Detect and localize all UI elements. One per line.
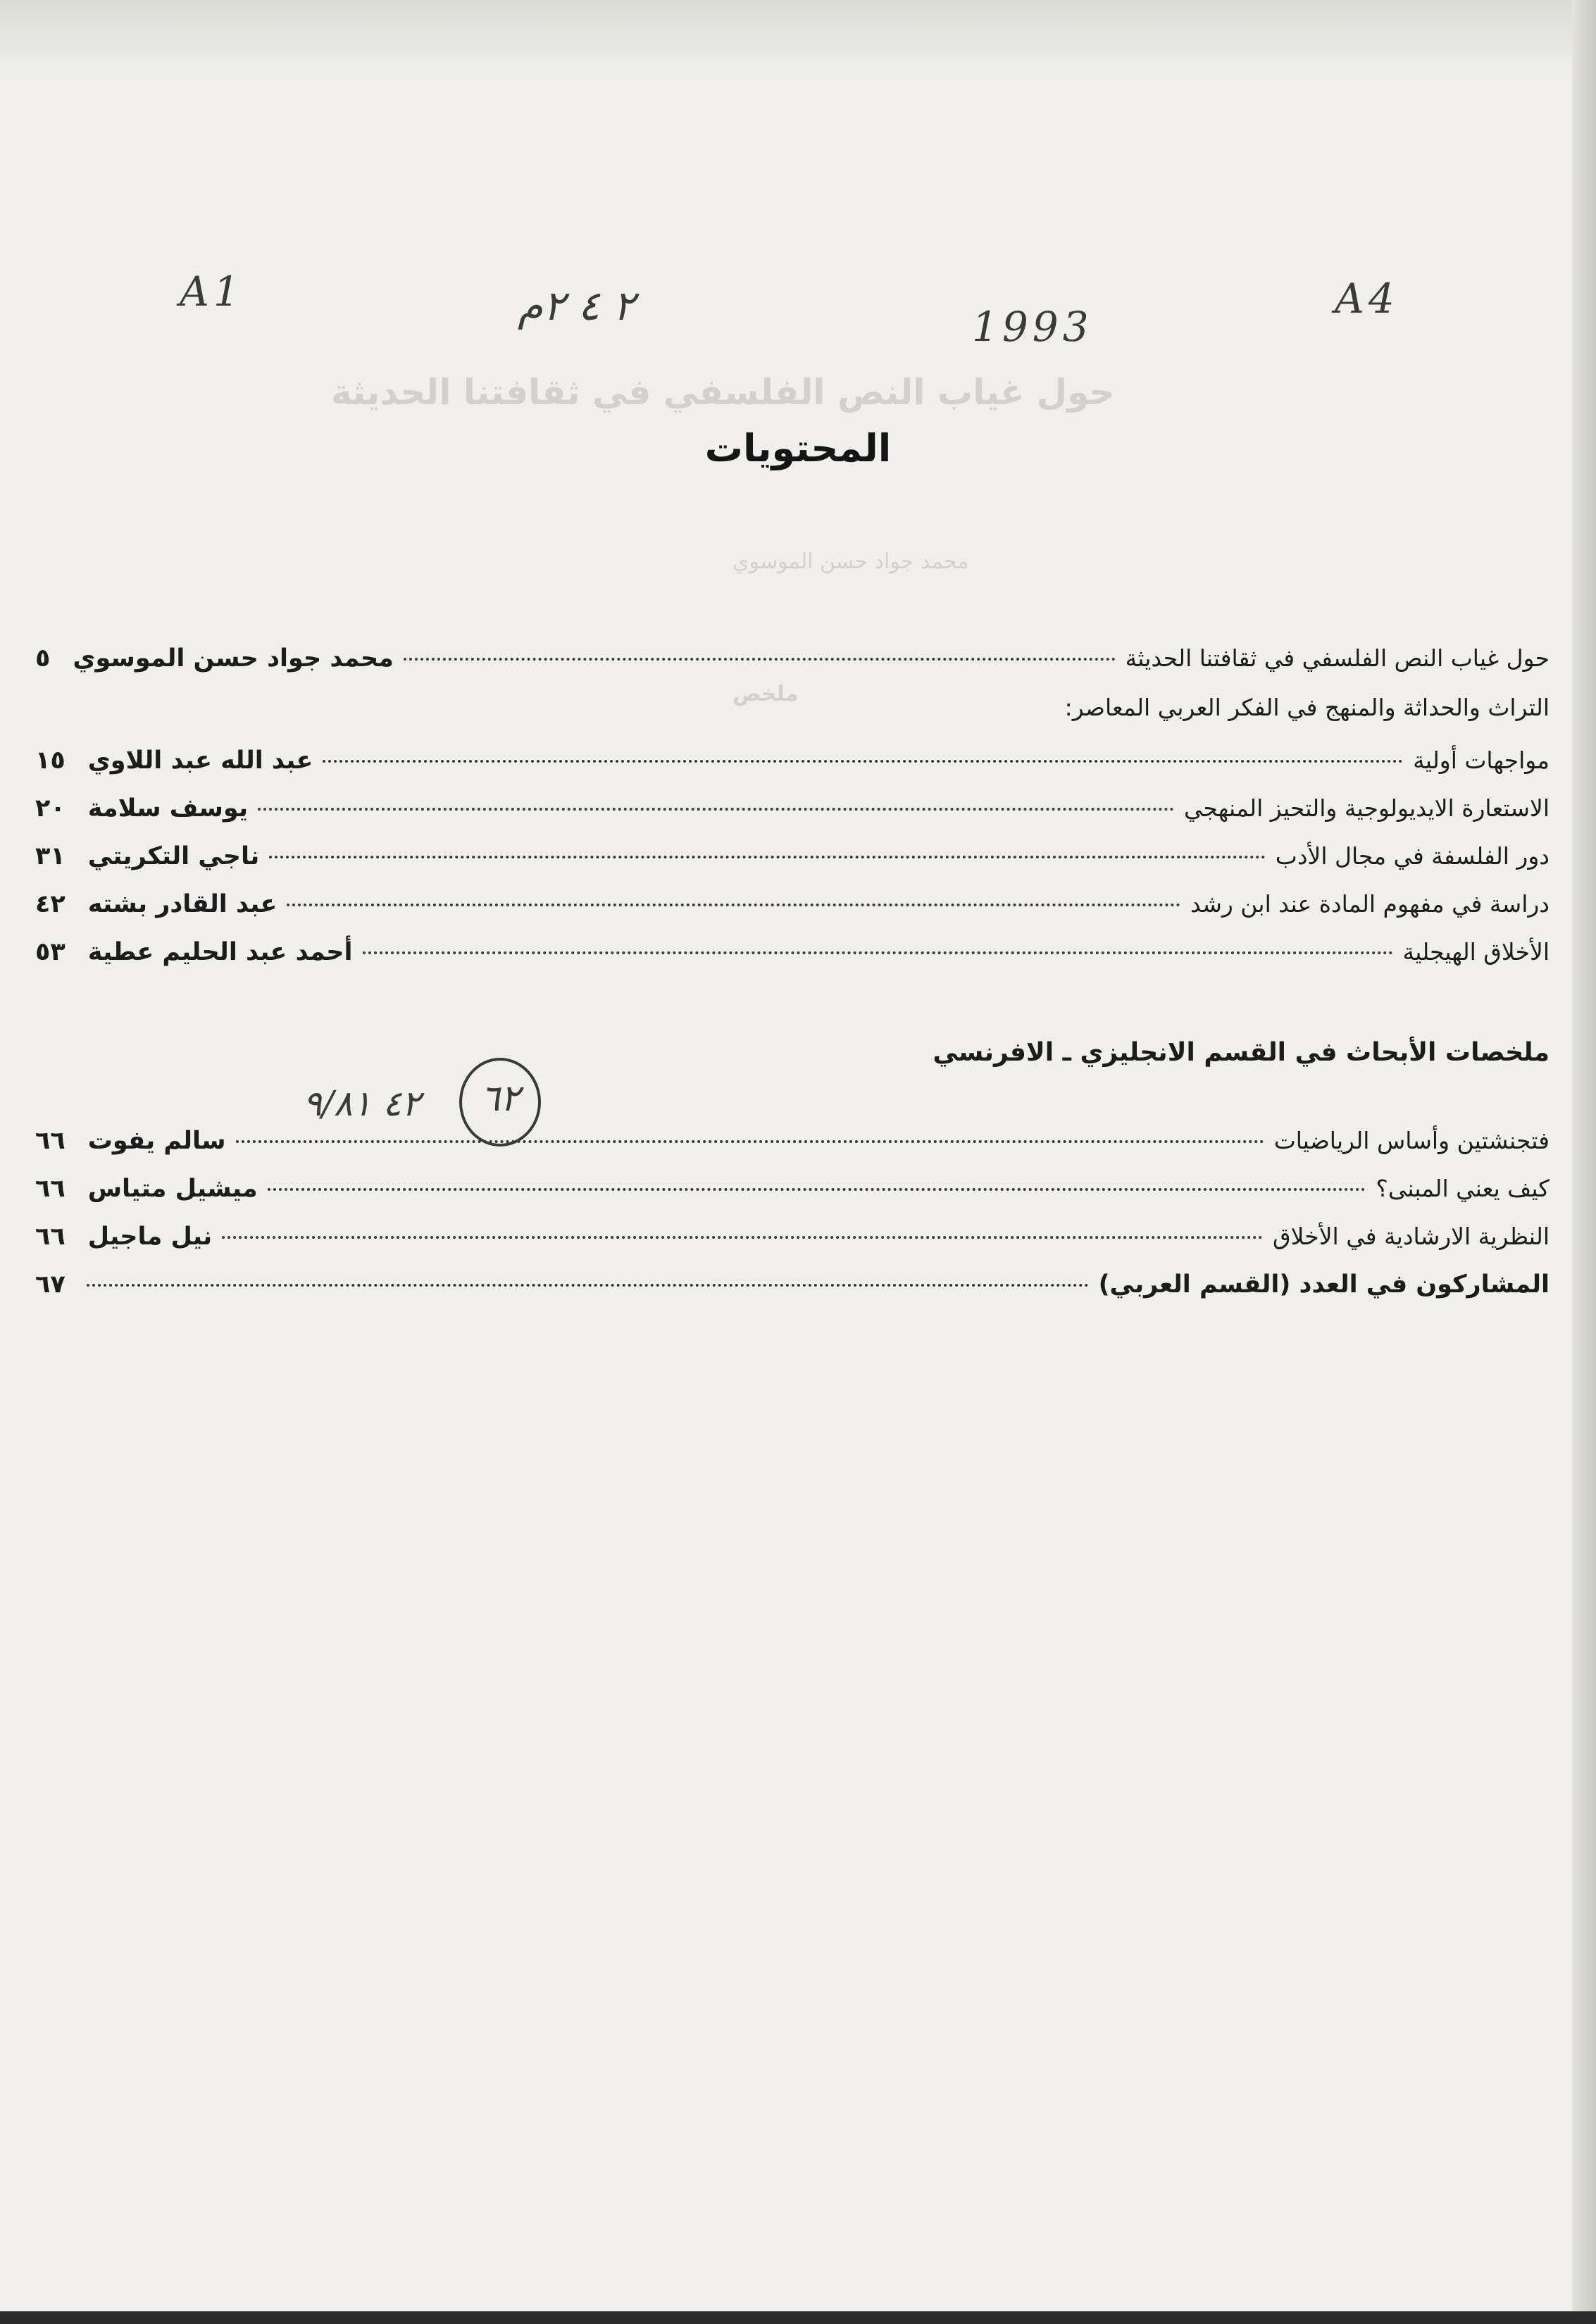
- summary-title: المشاركون في العدد (القسم العربي): [1098, 1270, 1550, 1299]
- toc-section-heading: [35, 694, 1550, 736]
- toc-title: حول غياب النص الفلسفي في ثقافتنا الحديثة: [1125, 644, 1550, 672]
- page-right-edge: [1572, 0, 1596, 2324]
- dot-leader: [323, 759, 1403, 763]
- dot-leader: [363, 951, 1393, 954]
- bleed-through-title: حول غياب النص الفلسفي في ثقافتنا الحديثة: [331, 372, 1115, 413]
- toc-title: الأخلاق الهيجلية: [1402, 938, 1550, 966]
- toc-page-number: ٣١: [35, 842, 66, 870]
- toc-title: دور الفلسفة في مجال الأدب: [1275, 842, 1550, 870]
- page-top-shadow: [0, 0, 1596, 77]
- summary-entry: [35, 1223, 1550, 1265]
- handwritten-circled-number: ٦٢: [480, 1077, 520, 1120]
- toc-title: التراث والحداثة والمنهج في الفكر العربي المعاصر:: [1064, 694, 1550, 721]
- toc-author: محمد جواد حسن الموسوي: [73, 644, 394, 673]
- dot-leader: [258, 807, 1174, 811]
- toc-title: دراسة في مفهوم المادة عند ابن رشد: [1190, 890, 1550, 918]
- toc-entry: [35, 746, 1550, 789]
- handwritten-note-middle: ٢ ٤ ٢م: [518, 282, 635, 330]
- dot-leader: [87, 1283, 1089, 1287]
- summary-entry: [35, 1175, 1550, 1217]
- toc-entry: [35, 938, 1550, 980]
- dot-leader: [269, 855, 1266, 858]
- summary-page-number: ٦٦: [35, 1175, 66, 1203]
- toc-author: يوسف سلامة: [87, 794, 248, 823]
- toc-entry: [35, 890, 1550, 932]
- toc-author: عبد الله عبد اللاوي: [87, 746, 313, 775]
- dot-leader: [236, 1139, 1264, 1143]
- dot-leader: [404, 657, 1116, 661]
- toc-author: عبد القادر بشته: [87, 890, 278, 918]
- summary-author: ميشيل متياس: [87, 1175, 258, 1203]
- toc-author: ناجي التكريتي: [87, 842, 260, 870]
- summary-entry: [35, 1270, 1550, 1313]
- bleed-through-author: محمد جواد حسن الموسوي: [732, 549, 969, 574]
- bleed-through-summary-label: ملخص: [732, 682, 799, 706]
- dot-leader: [268, 1187, 1366, 1191]
- toc-page-number: ٥٣: [35, 938, 66, 966]
- handwritten-year: 1993: [972, 303, 1093, 351]
- page-bottom-edge: [0, 2311, 1596, 2324]
- toc-page-number: ٢٠: [35, 794, 66, 823]
- summaries-section-heading: ملخصات الأبحاث في القسم الانجليزي ـ الافرنسي: [933, 1038, 1550, 1067]
- dot-leader: [222, 1235, 1263, 1239]
- toc-page-number: ٤٢: [35, 890, 66, 918]
- toc-entry: [35, 794, 1550, 837]
- handwritten-note-right: A4: [1335, 275, 1399, 323]
- handwritten-margin-note: ٤٢ ٩/٨١: [303, 1083, 421, 1124]
- summary-entry: [35, 1127, 1550, 1169]
- page-title: المحتويات: [704, 426, 892, 470]
- summary-page-number: ٦٦: [35, 1127, 66, 1155]
- summary-page-number: ٦٦: [35, 1223, 66, 1251]
- toc-page-number: ٥: [35, 644, 51, 673]
- toc-title: الاستعارة الايديولوجية والتحيز المنهجي: [1183, 794, 1550, 822]
- summary-page-number: ٦٧: [35, 1270, 66, 1299]
- toc-page-number: ١٥: [35, 746, 66, 775]
- summary-author: نيل ماجيل: [87, 1223, 213, 1251]
- toc-entry: [35, 644, 1550, 687]
- dot-leader: [287, 903, 1180, 906]
- summary-title: فتجنشتين وأساس الرياضيات: [1273, 1127, 1550, 1154]
- summary-title: النظرية الارشادية في الأخلاق: [1273, 1223, 1550, 1250]
- toc-author: أحمد عبد الحليم عطية: [87, 938, 353, 966]
- summary-author: سالم يفوت: [87, 1127, 226, 1155]
- handwritten-note-left: A1: [180, 268, 244, 316]
- summary-title: كيف يعني المبنى؟: [1376, 1175, 1550, 1202]
- toc-title: مواجهات أولية: [1413, 746, 1550, 774]
- toc-entry: [35, 842, 1550, 885]
